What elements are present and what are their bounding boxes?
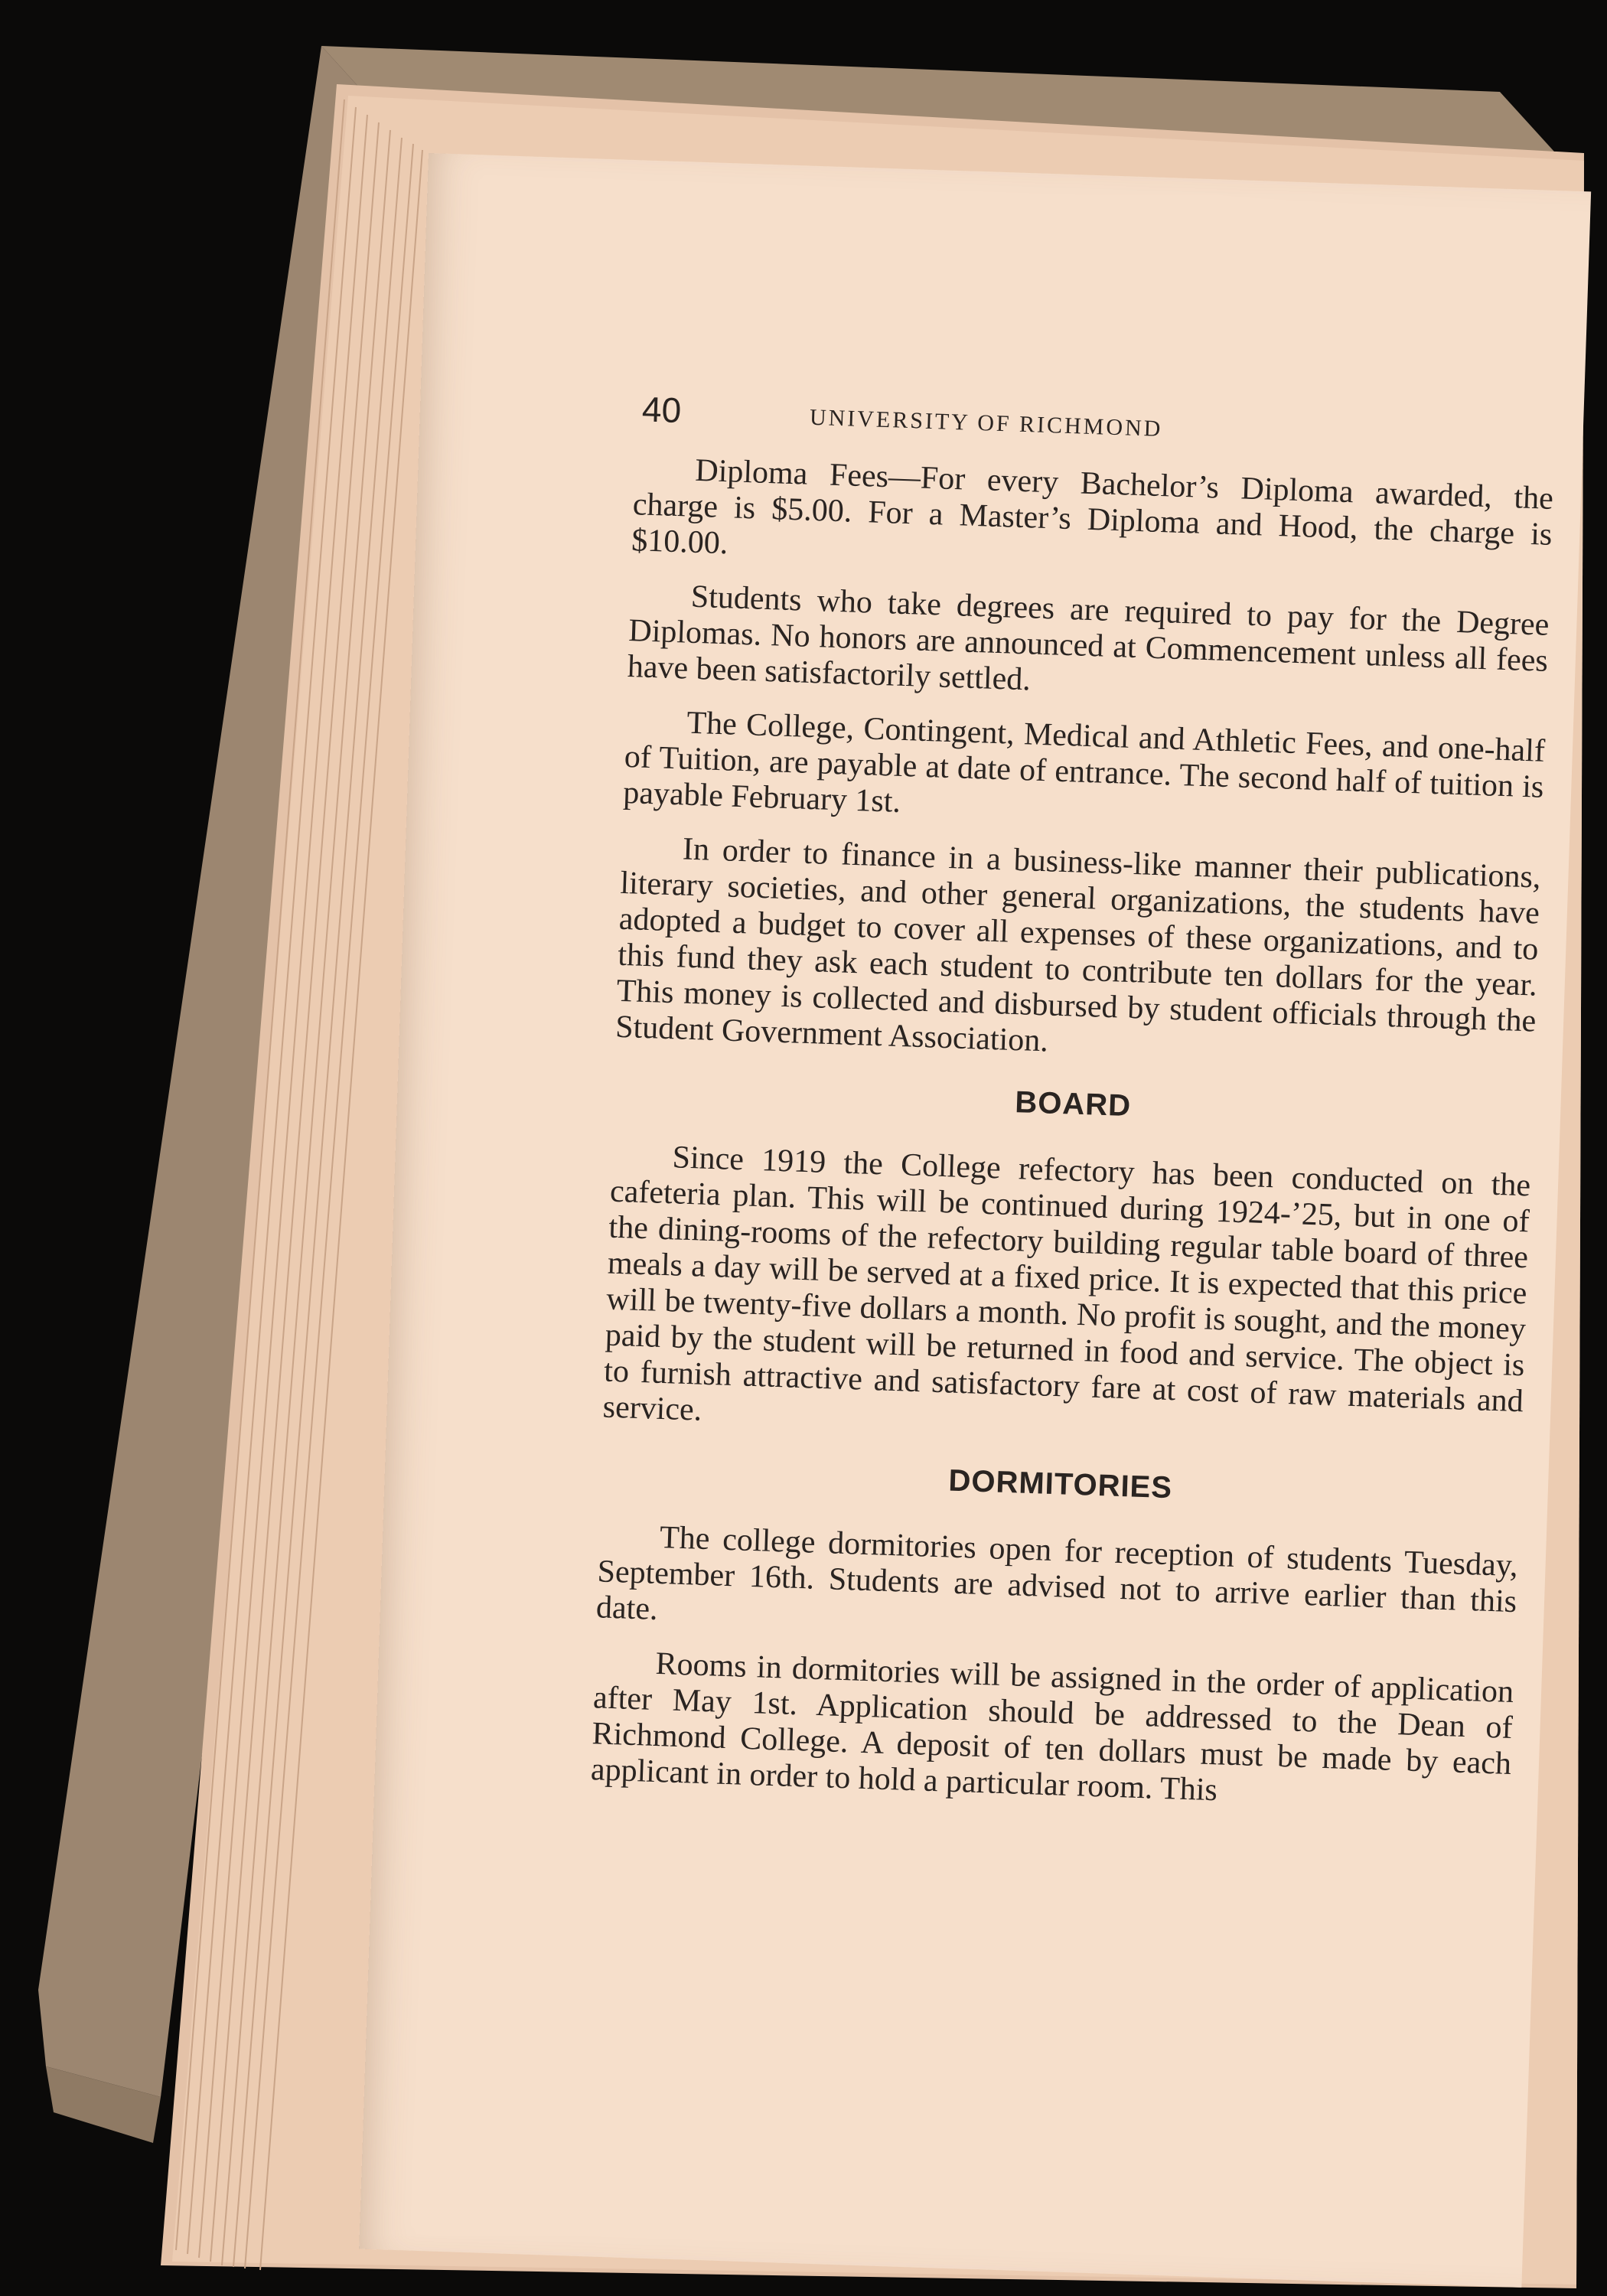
page-number: 40 bbox=[641, 389, 683, 431]
paragraph-dormitories-open: The college dormitories open for reception of students Tuesday, September 16th. Students are advised not to arrive earlier than this date. bbox=[595, 1520, 1519, 1627]
running-head: UNIVERSITY OF RICHMOND bbox=[809, 404, 1163, 442]
paragraph-diploma-fees: Diploma Fees—For every Bachelor’s Diploma awarded, the charge is $5.00. For a Master’s Diploma and Hood, the charge is $10.00. bbox=[631, 452, 1554, 562]
book-page bbox=[359, 153, 1591, 2288]
paragraph-room-assignment: Rooms in dormitories will be assigned in the order of application after May 1st. Application should be addressed to the Dean of Richmond College. A deposit of ten dollars must be made by each applicant in order to hold a particular room. This bbox=[590, 1645, 1514, 1808]
section-heading-dormitories: DORMITORIES bbox=[947, 1463, 1173, 1505]
paragraph-board: Since 1919 the College refectory has been conducted on the cafeteria plan. This will be continued during 1924-’25, but in one of the dining-rooms of the refectory building regular table board of three meals a day will be served at a fixed price. It is expected that this price will be twenty-five dollars a month. No profit is sought, and the money paid by the student will be returned in food and service. The object is to furnish attractive and satisfactory fare at cost of raw materials and service. bbox=[602, 1140, 1531, 1428]
section-heading-board: BOARD bbox=[1014, 1085, 1132, 1124]
paragraph-student-budget: In order to finance in a business-like manner their publications, literary societies, and other general organizations, the students have adopted a budget to cover all expenses of these organizations, and to this fund they ask each student to contribute ten dollars for the year. This money is collected and disbursed by student officials through the Student Government Association. bbox=[614, 831, 1542, 1059]
paragraph-degree-diplomas: Students who take degrees are required to pay for the Degree Diplomas. No honors are announced at Commencement unless all fees have been satisfactorily settled. bbox=[627, 579, 1550, 698]
paragraph-payable-fees: The College, Contingent, Medical and Athletic Fees, and one-half of Tuition, are payable at date of entrance. The second half of tuition is payable February 1st. bbox=[622, 705, 1546, 820]
page-body bbox=[589, 451, 1553, 1837]
